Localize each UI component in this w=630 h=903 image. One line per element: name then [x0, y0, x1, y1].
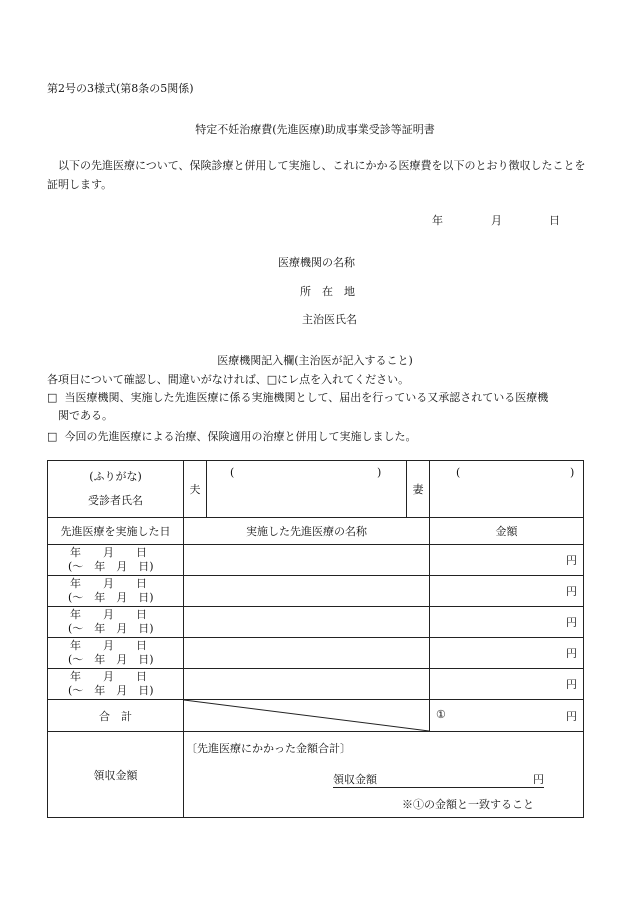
wife-name-field[interactable] — [430, 461, 584, 518]
table-row — [48, 669, 584, 700]
table-row — [48, 545, 584, 576]
institution-name-label: 医療機関の名称 — [278, 256, 355, 269]
total-label: 合 計 — [48, 700, 184, 732]
paren-close: ) — [570, 466, 575, 479]
table-row — [48, 576, 584, 607]
treatment-name-field[interactable] — [184, 607, 430, 638]
form-number: 第2号の3様式(第8条の5関係) — [47, 82, 194, 95]
institution-address-label: 所 在 地 — [300, 285, 355, 298]
date-field[interactable]: 年 月 日 (～ 年 月 日) — [48, 607, 184, 638]
treatment-name-field[interactable] — [184, 669, 430, 700]
doctor-name-label: 主治医氏名 — [302, 313, 357, 326]
amount-field[interactable]: 円 — [430, 576, 584, 607]
checkbox[interactable]: □ — [47, 391, 58, 404]
check-item-text: 当医療機関、実施した先進医療に係る実施機関として、届出を行っている又承認されている医療機 — [64, 391, 549, 404]
receipt-note: ※①の金額と一致すること — [402, 798, 534, 811]
document-title: 特定不妊治療費(先進医療)助成事業受診等証明書 — [195, 123, 435, 136]
checkbox[interactable]: □ — [47, 430, 58, 443]
col-header-date: 先進医療を実施した日 — [48, 518, 184, 545]
certificate-table — [47, 460, 584, 818]
paren-open: ( — [230, 466, 235, 479]
intro-text: 以下の先進医療について、保険診療と併用して実施し、これにかかる医療費を以下のとおり徴収したことを証明します。 — [47, 159, 586, 191]
col-header-name: 実施した先進医療の名称 — [184, 518, 430, 545]
furigana-label: (ふりがな) — [89, 470, 142, 483]
date-day-label: 日 — [549, 214, 560, 227]
date-field[interactable]: 年 月 日 (～ 年 月 日) — [48, 669, 184, 700]
table-row — [48, 638, 584, 669]
receipt-amount-field[interactable] — [333, 771, 544, 788]
yen-label: 円 — [533, 773, 544, 786]
check-instructions: 各項目について確認し、間違いがなければ、□にレ点を入れてください。 — [47, 373, 410, 386]
date-field[interactable]: 年 月 日 (～ 年 月 日) — [48, 638, 184, 669]
patient-name-header — [48, 461, 184, 518]
check-item-combined — [47, 428, 592, 446]
paren-close: ) — [377, 466, 382, 479]
table-row — [48, 607, 584, 638]
patient-name-label: 受診者氏名 — [88, 494, 143, 507]
amount-field[interactable]: 円 — [430, 607, 584, 638]
treatment-name-field[interactable] — [184, 545, 430, 576]
date-field[interactable]: 年 月 日 (～ 年 月 日) — [48, 576, 184, 607]
check-item-text-cont: 関である。 — [58, 409, 113, 422]
date-field[interactable]: 年 月 日 (～ 年 月 日) — [48, 545, 184, 576]
amount-field[interactable]: 円 — [430, 638, 584, 669]
husband-label: 夫 — [184, 461, 207, 518]
check-item-designated — [47, 389, 592, 425]
treatment-name-field[interactable] — [184, 576, 430, 607]
total-amount-field[interactable] — [430, 700, 584, 732]
section-heading: 医療機関記入欄(主治医が記入すること) — [217, 354, 413, 367]
receipt-amount-label: 領収金額 — [333, 773, 377, 786]
amount-field[interactable]: 円 — [430, 669, 584, 700]
yen-label: 円 — [566, 709, 577, 723]
amount-field[interactable]: 円 — [430, 545, 584, 576]
date-year-label: 年 — [432, 214, 443, 227]
check-item-text: 今回の先進医療による治療、保険適用の治療と併用して実施しました。 — [64, 430, 417, 443]
col-header-amount: 金額 — [430, 518, 584, 545]
diagonal-line — [184, 700, 429, 731]
total-blank-cell — [184, 700, 430, 732]
date-month-label: 月 — [491, 214, 502, 227]
receipt-amount-cell — [184, 732, 584, 818]
total-marker: ① — [436, 707, 446, 721]
wife-label: 妻 — [407, 461, 430, 518]
husband-name-field[interactable] — [207, 461, 407, 518]
paren-open: ( — [456, 466, 461, 479]
receipt-caption: 〔先進医療にかかった金額合計〕 — [186, 742, 351, 755]
treatment-name-field[interactable] — [184, 638, 430, 669]
receipt-label: 領収金額 — [48, 732, 184, 818]
